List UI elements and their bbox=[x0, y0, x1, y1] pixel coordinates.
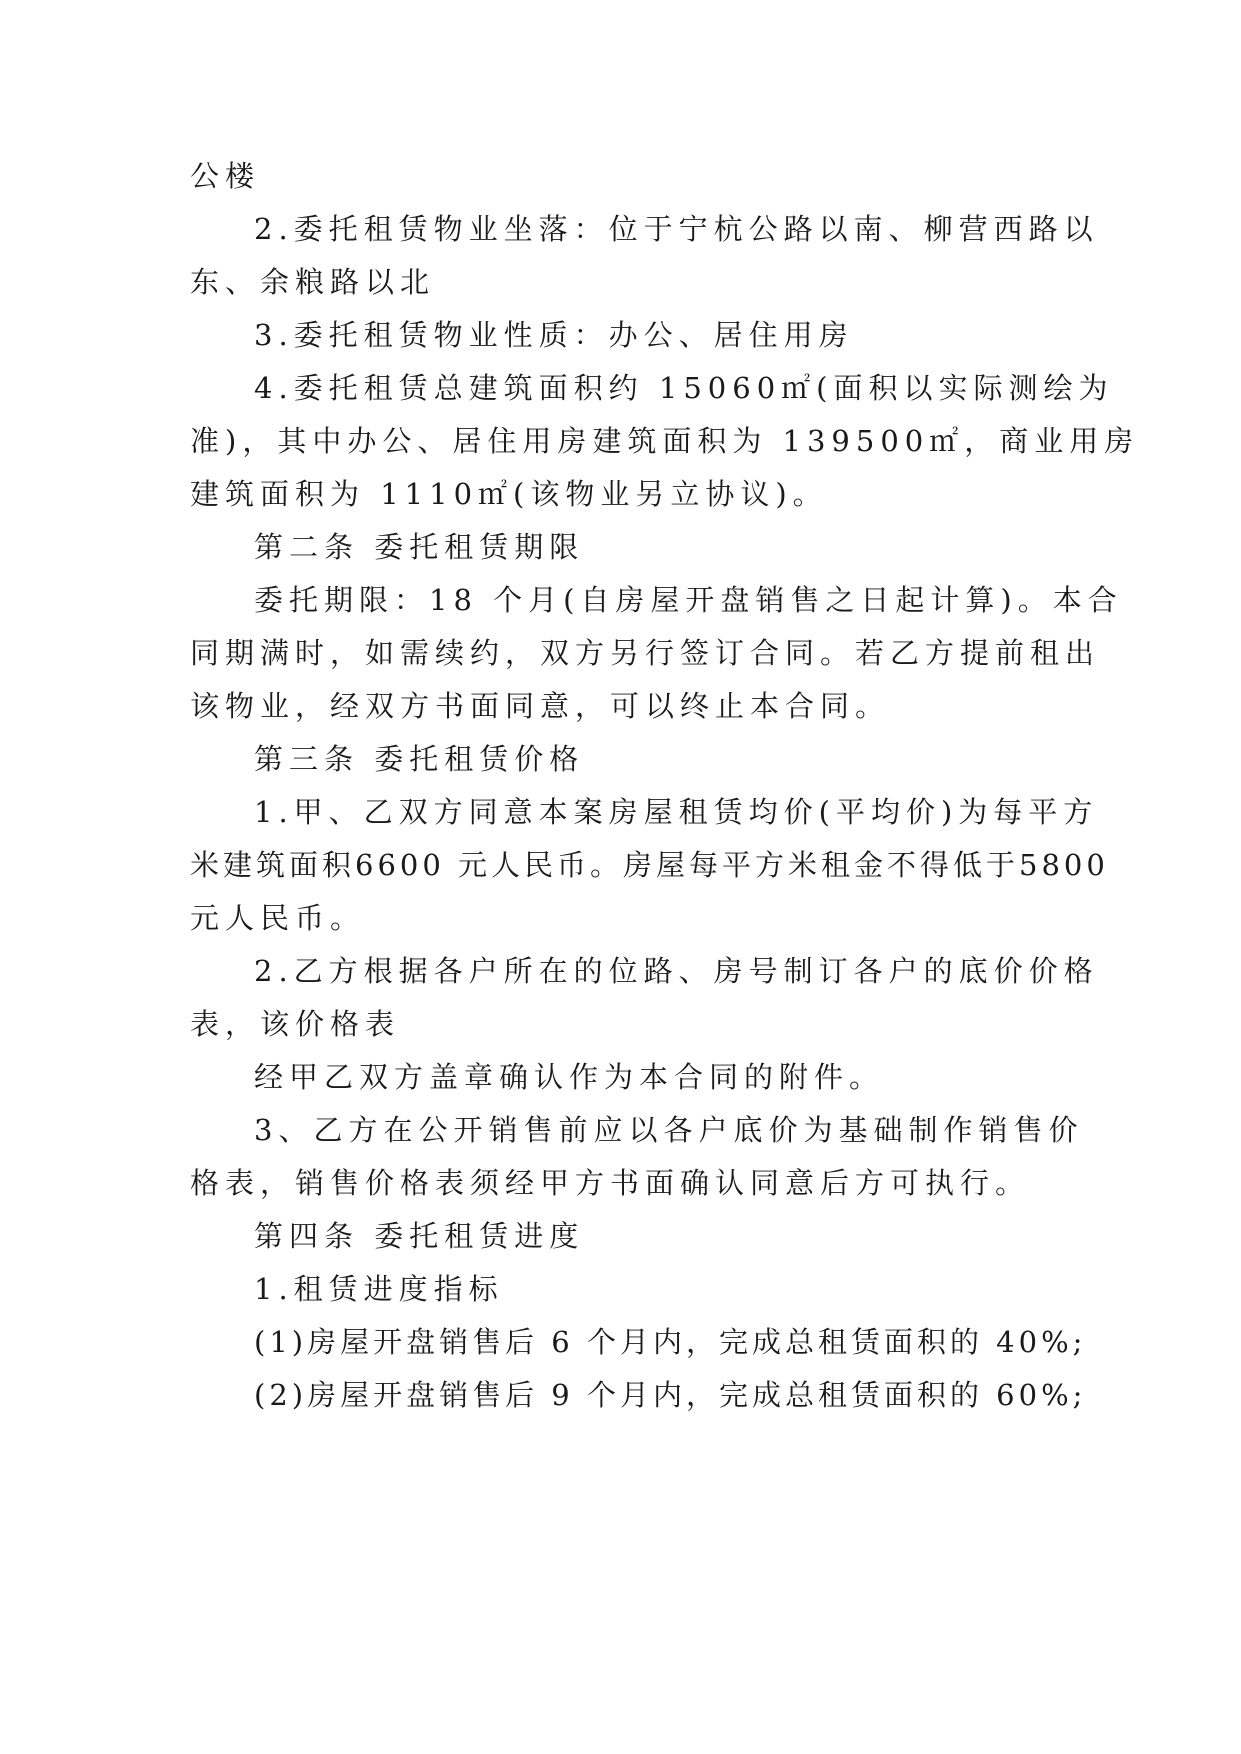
text-line: 4.委托租赁总建筑面积约 15060㎡(面积以实际测绘为 bbox=[254, 371, 1114, 405]
text-line: 经甲乙双方盖章确认作为本合同的附件。 bbox=[254, 1060, 885, 1094]
text-line: 1.租赁进度指标 bbox=[254, 1272, 504, 1306]
text-line: 米建筑面积6600 元人民币。房屋每平方米租金不得低于5800 bbox=[190, 848, 1109, 882]
text-line: 3.委托租赁物业性质：办公、居住用房 bbox=[254, 318, 854, 352]
text-line: (2)房屋开盘销售后 9 个月内，完成总租赁面积的 60%; bbox=[254, 1378, 1087, 1412]
text-line: 同期满时，如需续约，双方另行签订合同。若乙方提前租出 bbox=[190, 636, 1101, 670]
text-line: 元人民币。 bbox=[190, 901, 366, 935]
text-line: 该物业，经双方书面同意，可以终止本合同。 bbox=[190, 689, 891, 723]
text-line: (1)房屋开盘销售后 6 个月内，完成总租赁面积的 40%; bbox=[254, 1325, 1087, 1359]
text-line: 格表，销售价格表须经甲方书面确认同意后方可执行。 bbox=[190, 1166, 1031, 1200]
text-line: 3、乙方在公开销售前应以各户底价为基础制作销售价 bbox=[254, 1113, 1084, 1147]
section-heading: 第四条 委托租赁进度 bbox=[254, 1219, 585, 1253]
section-heading: 第二条 委托租赁期限 bbox=[254, 530, 585, 564]
text-line: 准)，其中办公、居住用房建筑面积为 139500㎡，商业用房 bbox=[190, 424, 1140, 458]
text-line: 2.乙方根据各户所在的位路、房号制订各户的底价价格 bbox=[254, 954, 1099, 988]
text-line: 2.委托租赁物业坐落：位于宁杭公路以南、柳营西路以 bbox=[254, 212, 1099, 246]
text-line: 建筑面积为 1110㎡(该物业另立协议)。 bbox=[190, 477, 828, 511]
text-line: 东、余粮路以北 bbox=[190, 265, 436, 299]
text-line: 公楼 bbox=[190, 159, 261, 193]
text-line: 1.甲、乙双方同意本案房屋租赁均价(平均价)为每平方 bbox=[254, 795, 1099, 829]
text-line: 表，该价格表 bbox=[190, 1007, 401, 1041]
section-heading: 第三条 委托租赁价格 bbox=[254, 742, 585, 776]
text-line: 委托期限：18 个月(自房屋开盘销售之日起计算)。本合 bbox=[254, 583, 1123, 617]
